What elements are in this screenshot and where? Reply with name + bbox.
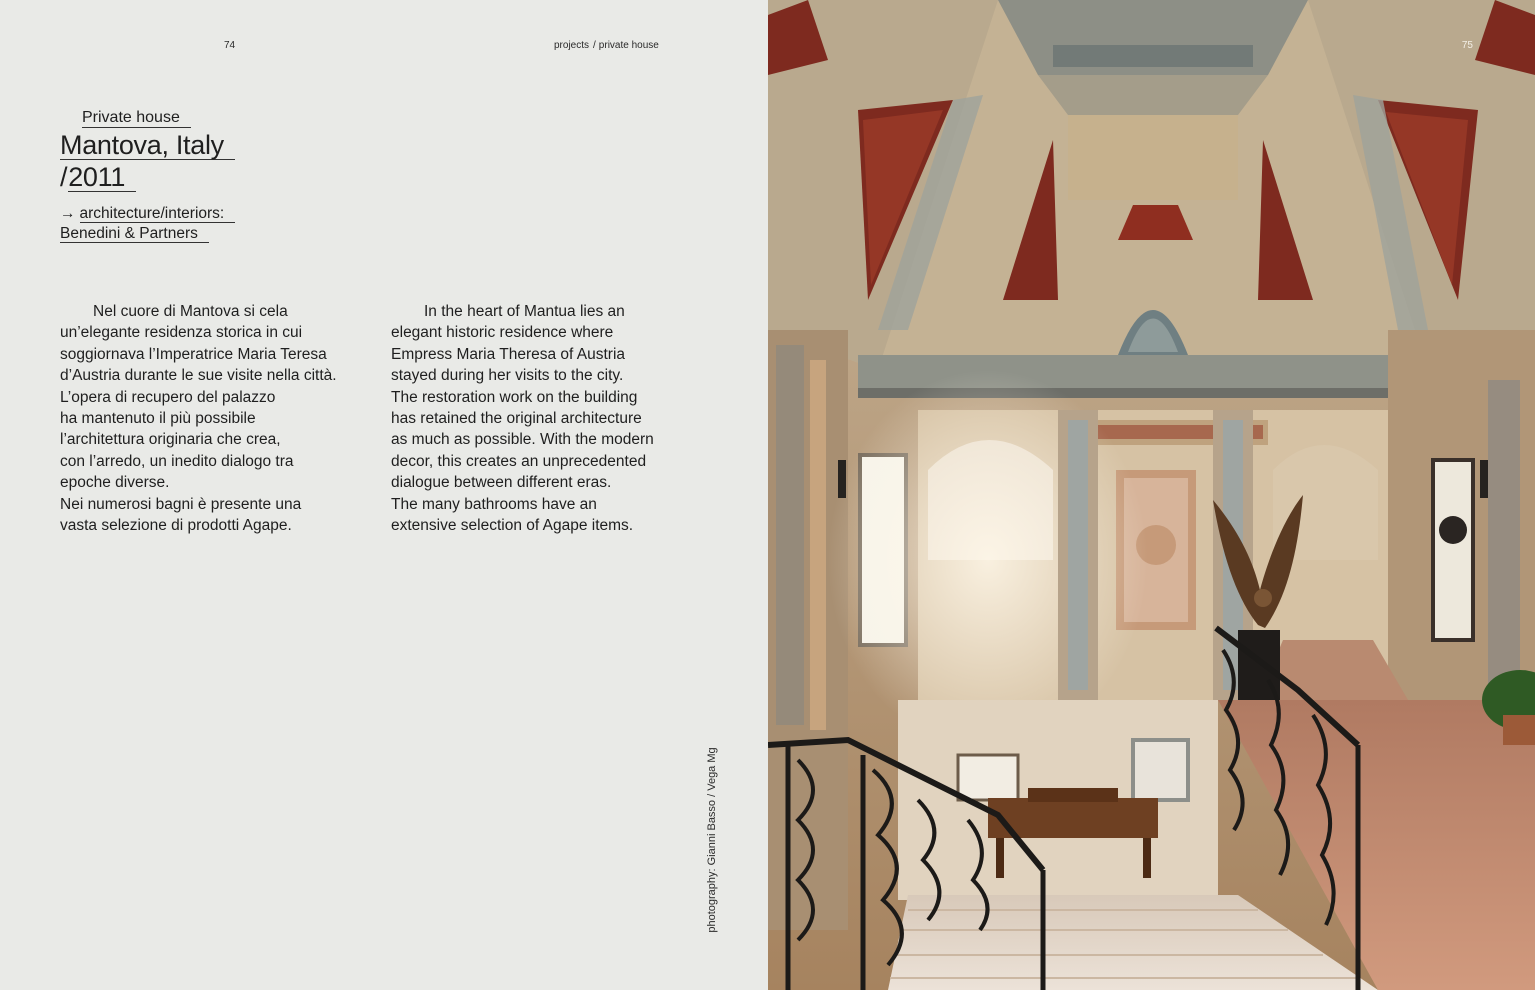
- body-line: The restoration work on the building: [391, 388, 638, 406]
- body-line: ha mantenuto il più possibile: [60, 410, 256, 428]
- title-slash: /: [60, 162, 68, 192]
- body-line: L’opera di recupero del palazzo: [60, 388, 276, 406]
- running-head-separator: /: [593, 40, 596, 51]
- page-number-left: 74: [224, 40, 236, 51]
- right-page: [768, 0, 1535, 990]
- body-line: The many bathrooms have an: [391, 495, 597, 513]
- body-line: stayed during her visits to the city.: [391, 367, 624, 385]
- body-line: epoche diverse.: [60, 474, 170, 492]
- project-title-year: [60, 162, 136, 193]
- body-line: dialogue between different eras.: [391, 474, 612, 492]
- body-text-english: [391, 301, 691, 536]
- body-line: vasta selezione di prodotti Agape.: [60, 517, 292, 535]
- body-line: Nel cuore di Mantova si cela: [93, 303, 288, 320]
- title-year: 2011: [68, 163, 136, 192]
- body-line: extensive selection of Agape items.: [391, 517, 634, 535]
- body-line: con l’arredo, un inedito dialogo tra: [60, 452, 294, 470]
- body-text-italian: [60, 301, 360, 536]
- page-number-right: 75: [1461, 40, 1473, 51]
- body-line: In the heart of Mantua lies an: [424, 303, 625, 320]
- running-head: [554, 40, 659, 51]
- project-kicker: Private house: [82, 110, 191, 128]
- body-line: un’elegante residenza storica in cui: [60, 324, 303, 342]
- credit-role-line: [60, 205, 235, 223]
- credit-name: Benedini & Partners: [60, 226, 209, 243]
- running-head-section: projects: [554, 40, 590, 51]
- credit-role: architecture/interiors:: [80, 206, 236, 223]
- body-line: as much as possible. With the modern: [391, 431, 654, 449]
- photo-icon: [768, 0, 1535, 990]
- body-line: Empress Maria Theresa of Austria: [391, 345, 626, 363]
- photo-credit: photography: Gianni Basso / Vega Mg: [706, 747, 718, 933]
- body-line: elegant historic residence where: [391, 324, 614, 342]
- body-line: l’architettura originaria che crea,: [60, 431, 281, 449]
- body-line: has retained the original architecture: [391, 410, 642, 428]
- body-line: soggiornava l’Imperatrice Maria Teresa: [60, 345, 327, 363]
- body-line: d’Austria durante le sue visite nella città.: [60, 367, 337, 385]
- project-title-location: Mantova, Italy: [60, 131, 235, 160]
- body-line: decor, this creates an unprecedented: [391, 452, 647, 470]
- body-line: Nei numerosi bagni è presente una: [60, 495, 302, 513]
- running-head-subsection: private house: [598, 40, 659, 51]
- arrow-right-icon: →: [60, 205, 76, 222]
